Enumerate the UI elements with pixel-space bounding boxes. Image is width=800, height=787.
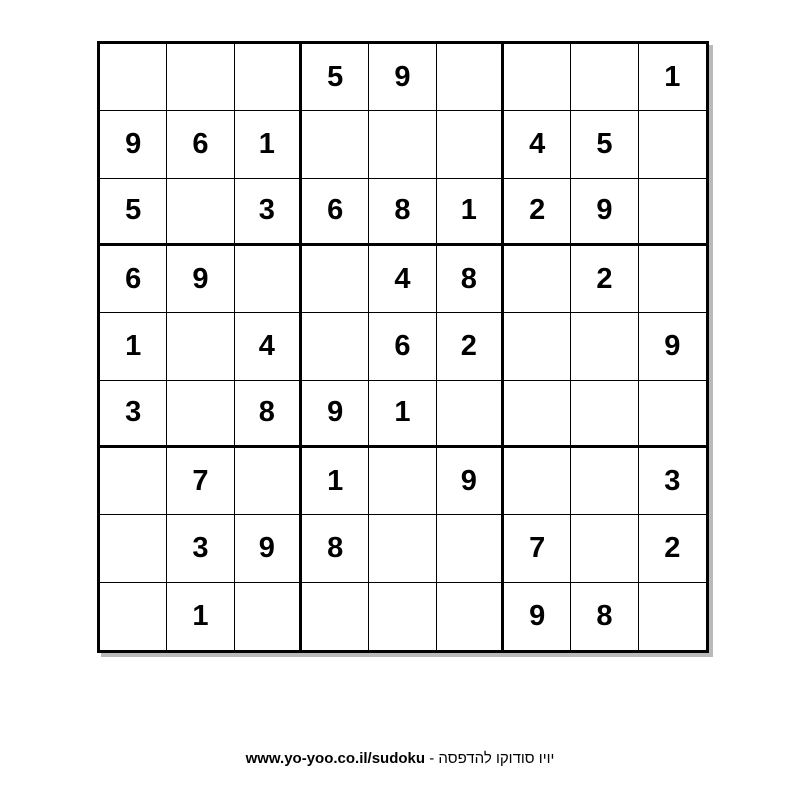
sudoku-cell-r3-c9[interactable] (639, 179, 706, 246)
sudoku-cell-r1-c3[interactable] (235, 44, 302, 111)
site-link[interactable]: www.yo-yoo.co.il/sudoku (245, 750, 426, 767)
sudoku-cell-r1-c7[interactable] (504, 44, 571, 111)
sudoku-cell-r5-c4[interactable] (302, 313, 369, 380)
sudoku-cell-r8-c7[interactable]: 7 (504, 515, 571, 582)
sudoku-cell-r2-c3[interactable]: 1 (235, 111, 302, 178)
sudoku-cell-r8-c1[interactable] (100, 515, 167, 582)
sudoku-cell-r2-c7[interactable]: 4 (504, 111, 571, 178)
sudoku-cell-r6-c8[interactable] (571, 381, 638, 448)
sudoku-cell-r3-c4[interactable]: 6 (302, 179, 369, 246)
sudoku-cell-r5-c3[interactable]: 4 (235, 313, 302, 380)
sudoku-cell-r2-c6[interactable] (437, 111, 504, 178)
sudoku-cell-r3-c1[interactable]: 5 (100, 179, 167, 246)
sudoku-cell-r6-c9[interactable] (639, 381, 706, 448)
sudoku-cell-r5-c2[interactable] (167, 313, 234, 380)
sudoku-cell-r9-c5[interactable] (369, 583, 436, 650)
sudoku-cell-r1-c6[interactable] (437, 44, 504, 111)
sudoku-cell-r1-c8[interactable] (571, 44, 638, 111)
sudoku-cell-r4-c8[interactable]: 2 (571, 246, 638, 313)
sudoku-cell-r2-c9[interactable] (639, 111, 706, 178)
sudoku-cell-r2-c5[interactable] (369, 111, 436, 178)
sudoku-cell-r8-c4[interactable]: 8 (302, 515, 369, 582)
sudoku-cell-r4-c2[interactable]: 9 (167, 246, 234, 313)
sudoku-cell-r3-c3[interactable]: 3 (235, 179, 302, 246)
sudoku-cell-r6-c1[interactable]: 3 (100, 381, 167, 448)
sudoku-cell-r6-c5[interactable]: 1 (369, 381, 436, 448)
sudoku-cell-r5-c7[interactable] (504, 313, 571, 380)
sudoku-cell-r9-c2[interactable]: 1 (167, 583, 234, 650)
footer-caption: יויו סודוקו להדפסה (438, 750, 555, 767)
sudoku-cell-r7-c7[interactable] (504, 448, 571, 515)
sudoku-cell-r1-c4[interactable]: 5 (302, 44, 369, 111)
sudoku-cell-r9-c6[interactable] (437, 583, 504, 650)
sudoku-cell-r9-c8[interactable]: 8 (571, 583, 638, 650)
sudoku-cell-r5-c9[interactable]: 9 (639, 313, 706, 380)
sudoku-cell-r6-c4[interactable]: 9 (302, 381, 369, 448)
sudoku-cell-r8-c9[interactable]: 2 (639, 515, 706, 582)
sudoku-cell-r5-c6[interactable]: 2 (437, 313, 504, 380)
sudoku-cell-r9-c4[interactable] (302, 583, 369, 650)
sudoku-cell-r3-c2[interactable] (167, 179, 234, 246)
sudoku-cell-r9-c7[interactable]: 9 (504, 583, 571, 650)
sudoku-cell-r4-c5[interactable]: 4 (369, 246, 436, 313)
sudoku-cell-r7-c6[interactable]: 9 (437, 448, 504, 515)
sudoku-cell-r4-c6[interactable]: 8 (437, 246, 504, 313)
sudoku-cell-r9-c1[interactable] (100, 583, 167, 650)
sudoku-cell-r7-c2[interactable]: 7 (167, 448, 234, 515)
sudoku-cell-r4-c3[interactable] (235, 246, 302, 313)
sudoku-cell-r4-c1[interactable]: 6 (100, 246, 167, 313)
sudoku-cell-r4-c9[interactable] (639, 246, 706, 313)
sudoku-cell-r3-c6[interactable]: 1 (437, 179, 504, 246)
sudoku-cell-r2-c2[interactable]: 6 (167, 111, 234, 178)
sudoku-cell-r2-c4[interactable] (302, 111, 369, 178)
sudoku-cell-r8-c3[interactable]: 9 (235, 515, 302, 582)
sudoku-cell-r7-c9[interactable]: 3 (639, 448, 706, 515)
sudoku-cell-r6-c3[interactable]: 8 (235, 381, 302, 448)
sudoku-cell-r9-c3[interactable] (235, 583, 302, 650)
sudoku-cell-r9-c9[interactable] (639, 583, 706, 650)
sudoku-cell-r6-c6[interactable] (437, 381, 504, 448)
sudoku-board (97, 41, 709, 653)
sudoku-cell-r2-c8[interactable]: 5 (571, 111, 638, 178)
sudoku-cell-r7-c4[interactable]: 1 (302, 448, 369, 515)
sudoku-cell-r8-c2[interactable]: 3 (167, 515, 234, 582)
sudoku-cell-r3-c7[interactable]: 2 (504, 179, 571, 246)
footer-separator: - (425, 750, 439, 767)
sudoku-cell-r6-c2[interactable] (167, 381, 234, 448)
sudoku-cell-r8-c6[interactable] (437, 515, 504, 582)
sudoku-cell-r7-c5[interactable] (369, 448, 436, 515)
sudoku-cell-r7-c3[interactable] (235, 448, 302, 515)
sudoku-cell-r1-c5[interactable]: 9 (369, 44, 436, 111)
sudoku-cell-r7-c8[interactable] (571, 448, 638, 515)
sudoku-cell-r8-c5[interactable] (369, 515, 436, 582)
sudoku-cell-r2-c1[interactable]: 9 (100, 111, 167, 178)
sudoku-cell-r3-c5[interactable]: 8 (369, 179, 436, 246)
sudoku-cell-r3-c8[interactable]: 9 (571, 179, 638, 246)
sudoku-cell-r5-c1[interactable]: 1 (100, 313, 167, 380)
sudoku-cell-r6-c7[interactable] (504, 381, 571, 448)
sudoku-cell-r5-c8[interactable] (571, 313, 638, 380)
sudoku-cell-r4-c7[interactable] (504, 246, 571, 313)
sudoku-cell-r1-c1[interactable] (100, 44, 167, 111)
footer (0, 750, 800, 767)
sudoku-cell-r7-c1[interactable] (100, 448, 167, 515)
sudoku-cell-r1-c2[interactable] (167, 44, 234, 111)
sudoku-cell-r5-c5[interactable]: 6 (369, 313, 436, 380)
sudoku-cell-r8-c8[interactable] (571, 515, 638, 582)
sudoku-cell-r4-c4[interactable] (302, 246, 369, 313)
sudoku-cell-r1-c9[interactable]: 1 (639, 44, 706, 111)
